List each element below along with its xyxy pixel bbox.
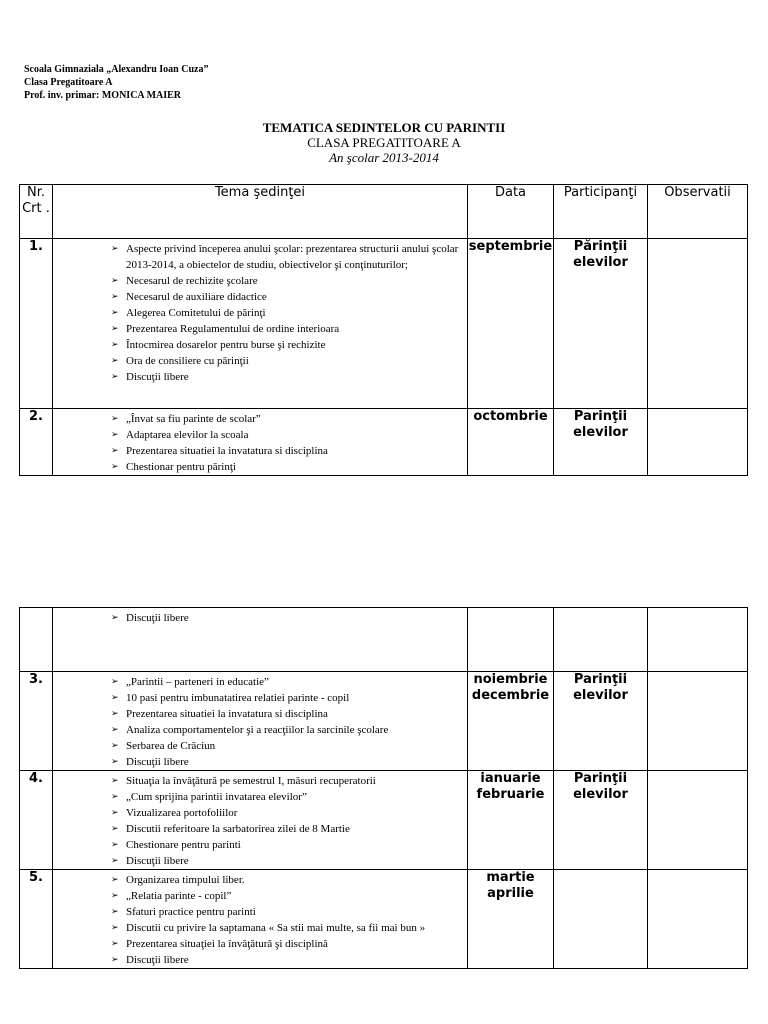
- theme-item: ➢ Prezentarea situatiei la invatatura si disciplina: [53, 443, 467, 459]
- theme-item: ➢ Serbarea de Crăciun: [53, 738, 467, 754]
- theme-item: ➢ Ora de consiliere cu părinţii: [53, 353, 467, 369]
- theme-item: ➢ Discutii referitoare la sarbatorirea zilei de 8 Martie: [53, 821, 467, 837]
- class-title: CLASA PREGATITOARE A: [307, 135, 461, 150]
- table-row: [20, 672, 748, 771]
- date-cell: septembrie: [468, 239, 554, 409]
- participants-cell: Parinţii elevilor: [554, 409, 648, 476]
- date-cell: martie aprilie: [468, 870, 554, 969]
- theme-cell: [53, 239, 468, 409]
- row-number: 2.: [20, 409, 53, 476]
- theme-item: ➢ Prezentarea Regulamentului de ordine interioara: [53, 321, 467, 337]
- theme-item: ➢ Discuţii libere: [53, 610, 467, 626]
- teacher-name: Prof. inv. primar: MONICA MAIER: [24, 90, 182, 101]
- theme-item: ➢ „Învat sa fiu parinte de scolar”: [53, 411, 467, 427]
- theme-list: [53, 608, 467, 626]
- date-cell: octombrie: [468, 409, 554, 476]
- theme-item: ➢ Chestionare pentru parinti: [53, 837, 467, 853]
- participants-cell: Parinţii elevilor: [554, 672, 648, 771]
- row-number: 1.: [20, 239, 53, 409]
- theme-item: ➢ Organizarea timpului liber.: [53, 872, 467, 888]
- year-title: An şcolar 2013-2014: [329, 150, 439, 165]
- notes-cell: [648, 608, 748, 672]
- theme-item: ➢ Aspecte privind începerea anului şcolar: prezentarea structurii anului şcolar 2013-2014, a obiectelor de studiu, obiectivelor şi conţinuturilor;: [53, 241, 467, 273]
- document-header: [24, 63, 208, 102]
- theme-item: ➢ „Parintii – parteneri in educatie”: [53, 674, 467, 690]
- theme-item: ➢ Discuţii libere: [53, 754, 467, 770]
- school-name: Scoala Gimnaziala „Alexandru Ioan Cuza”: [24, 64, 209, 75]
- meetings-table-page-2: [19, 607, 748, 969]
- date-cell: noiembrie decembrie: [468, 672, 554, 771]
- theme-list: [53, 672, 467, 770]
- header-nr: Nr. Crt .: [20, 185, 53, 239]
- theme-item: ➢ Discuţii libere: [53, 853, 467, 869]
- participants-cell: [554, 870, 648, 969]
- theme-list: [53, 239, 467, 385]
- theme-item: ➢ Necesarul de rechizite şcolare: [53, 273, 467, 289]
- date-cell: [468, 608, 554, 672]
- theme-item: ➢ Discutii cu privire la saptamana « Sa stii mai multe, sa fii mai bun »: [53, 920, 467, 936]
- theme-cell: [53, 409, 468, 476]
- theme-item: ➢ Prezentarea situatiei la invatatura si disciplina: [53, 706, 467, 722]
- table-header-row: [20, 185, 748, 239]
- row-number: 4.: [20, 771, 53, 870]
- class-name: Clasa Pregatitoare A: [24, 77, 113, 88]
- theme-list: [53, 870, 467, 968]
- theme-item: ➢ Discuţii libere: [53, 952, 467, 968]
- notes-cell: [648, 409, 748, 476]
- theme-item: ➢ 10 pasi pentru imbunatatirea relatiei parinte - copil: [53, 690, 467, 706]
- theme-cell: [53, 771, 468, 870]
- theme-cell: [53, 672, 468, 771]
- theme-item: ➢ Chestionar pentru părinţi: [53, 459, 467, 475]
- theme-item: ➢ Adaptarea elevilor la scoala: [53, 427, 467, 443]
- notes-cell: [648, 239, 748, 409]
- theme-item: ➢ Vizualizarea portofoliilor: [53, 805, 467, 821]
- theme-cell: [53, 608, 468, 672]
- row-number: [20, 608, 53, 672]
- theme-list: [53, 771, 467, 869]
- participants-cell: [554, 608, 648, 672]
- theme-item: ➢ Discuţii libere: [53, 369, 467, 385]
- theme-item: ➢ Sfaturi practice pentru parinti: [53, 904, 467, 920]
- theme-item: ➢ Întocmirea dosarelor pentru burse şi rechizite: [53, 337, 467, 353]
- document-titles: [0, 120, 768, 165]
- theme-cell: [53, 870, 468, 969]
- table-row: [20, 771, 748, 870]
- table-row: [20, 239, 748, 409]
- notes-cell: [648, 672, 748, 771]
- notes-cell: [648, 870, 748, 969]
- theme-list: [53, 409, 467, 475]
- header-participants: Participanţi: [554, 185, 648, 239]
- theme-item: ➢ Prezentarea situaţiei la învăţătură şi disciplină: [53, 936, 467, 952]
- participants-cell: Părinţii elevilor: [554, 239, 648, 409]
- participants-cell: Parinţii elevilor: [554, 771, 648, 870]
- table-row: [20, 608, 748, 672]
- theme-item: ➢ Situaţia la învăţătură pe semestrul I, măsuri recuperatorii: [53, 773, 467, 789]
- header-date: Data: [468, 185, 554, 239]
- date-cell: ianuarie februarie: [468, 771, 554, 870]
- header-theme: Tema şedinţei: [53, 185, 468, 239]
- row-number: 3.: [20, 672, 53, 771]
- theme-item: ➢ Analiza comportamentelor şi a reacţiilor la sarcinile şcolare: [53, 722, 467, 738]
- theme-item: ➢ Necesarul de auxiliare didactice: [53, 289, 467, 305]
- theme-item: ➢ „Cum sprijina parintii invatarea elevilor”: [53, 789, 467, 805]
- row-number: 5.: [20, 870, 53, 969]
- theme-item: ➢ Alegerea Comitetului de părinţi: [53, 305, 467, 321]
- table-row: [20, 409, 748, 476]
- theme-item: ➢ „Relatia parinte - copil”: [53, 888, 467, 904]
- main-title: TEMATICA SEDINTELOR CU PARINTII: [262, 120, 506, 135]
- header-notes: Observatii: [648, 185, 748, 239]
- notes-cell: [648, 771, 748, 870]
- meetings-table-page-1: [19, 184, 748, 476]
- table-row: [20, 870, 748, 969]
